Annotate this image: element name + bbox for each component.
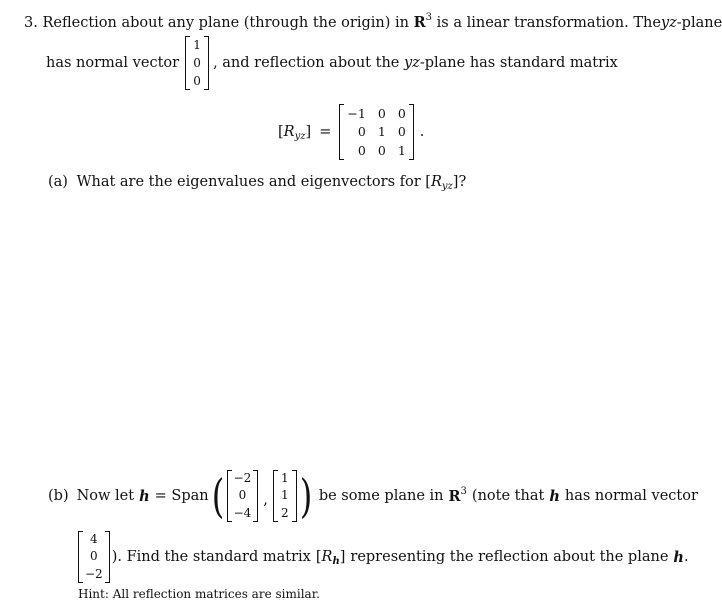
span-vector-2 <box>273 470 297 522</box>
ryz-ref: $[R_{yz}]$ <box>425 174 459 192</box>
part-b-text-b: be some plane in <box>318 488 444 504</box>
ryz-matrix <box>339 104 413 160</box>
plane-h-symbol: h <box>139 487 150 505</box>
r3-symbol-b: $R^3$ <box>448 485 467 505</box>
matrix-entry: 0 <box>357 143 366 159</box>
problem-number: 3. <box>24 15 38 31</box>
matrix-entry: 0 <box>357 124 366 140</box>
part-a-label: (a) <box>48 174 68 190</box>
span-vector-1-entry: −4 <box>233 505 252 520</box>
part-a-text: What are the eigenvalues and eigenvectors for <box>76 174 421 190</box>
rh-label: $[R_h]$ <box>315 549 346 567</box>
matrix-entry: 0 <box>397 105 406 121</box>
part-b-line2 <box>78 531 689 583</box>
part-b-text-c: (note that <box>471 488 545 504</box>
line2-text-c: -plane has standard matrix <box>419 55 618 71</box>
span-vector-1 <box>227 470 259 522</box>
close-paren: ) <box>299 469 313 523</box>
part-b-line1 <box>48 470 698 522</box>
ryz-label: $[R_{yz}]$ <box>278 124 312 142</box>
intro-text-a: Reflection about any plane (through the origin) in <box>42 15 409 31</box>
normal-vector-matrix <box>185 36 209 90</box>
matrix-entry: 0 <box>377 143 386 159</box>
part-a <box>48 174 466 190</box>
plane-h-symbol-3: h <box>673 548 684 566</box>
normal-vector-line <box>46 36 618 90</box>
normal-vector-entry: 1 <box>193 37 201 52</box>
part-b-end: . <box>683 549 689 565</box>
problem-intro-line <box>24 14 722 31</box>
r3-symbol: $R^3$ <box>413 12 433 31</box>
plane-normal-entry: 0 <box>90 549 98 564</box>
matrix-entry: 0 <box>397 124 406 140</box>
line2-text-a: has normal vector <box>46 55 180 71</box>
span-vector-2-entry: 2 <box>281 505 289 520</box>
span-vector-2-entry: 1 <box>281 471 289 486</box>
yz-label-2: yz <box>403 55 420 71</box>
ryz-matrix-equation <box>278 104 424 160</box>
hint: Hint: All reflection matrices are similar. <box>78 587 320 601</box>
span-vector-2-entry: 1 <box>281 488 289 503</box>
open-paren: ( <box>211 469 224 523</box>
span-vector-1-entry: 0 <box>238 488 247 503</box>
plane-normal-vector <box>78 531 110 583</box>
yz-label: yz <box>660 15 677 31</box>
part-b-text-a: Now let <box>76 488 135 504</box>
span-text: = Span <box>154 488 209 504</box>
plane-normal-entry: 4 <box>90 532 98 547</box>
plane-h-symbol-2: h <box>549 487 560 505</box>
span-comma: , <box>263 492 268 508</box>
matrix-period: . <box>419 124 425 140</box>
part-b-text-e: ). Find the standard matrix <box>111 549 311 565</box>
matrix-entry: 0 <box>377 105 386 121</box>
line2-text-b: , and reflection about the <box>213 55 400 71</box>
matrix-entry: −1 <box>347 105 366 121</box>
normal-vector-entry: 0 <box>193 73 201 88</box>
intro-text-b: is a linear transformation. The <box>436 15 661 31</box>
part-a-suffix: ? <box>458 174 467 190</box>
intro-text-c: -plane <box>676 15 722 31</box>
span-vector-1-entry: −2 <box>233 471 252 486</box>
part-b-text-d: has normal vector <box>564 488 698 504</box>
part-b-label: (b) <box>48 488 69 504</box>
matrix-entry: 1 <box>377 124 386 140</box>
part-b-text-f: representing the reflection about the plane <box>350 549 669 565</box>
matrix-entry: 1 <box>397 143 406 159</box>
normal-vector-entry: 0 <box>193 55 201 70</box>
plane-normal-entry: −2 <box>85 566 103 581</box>
equals-sign: = <box>319 124 332 140</box>
